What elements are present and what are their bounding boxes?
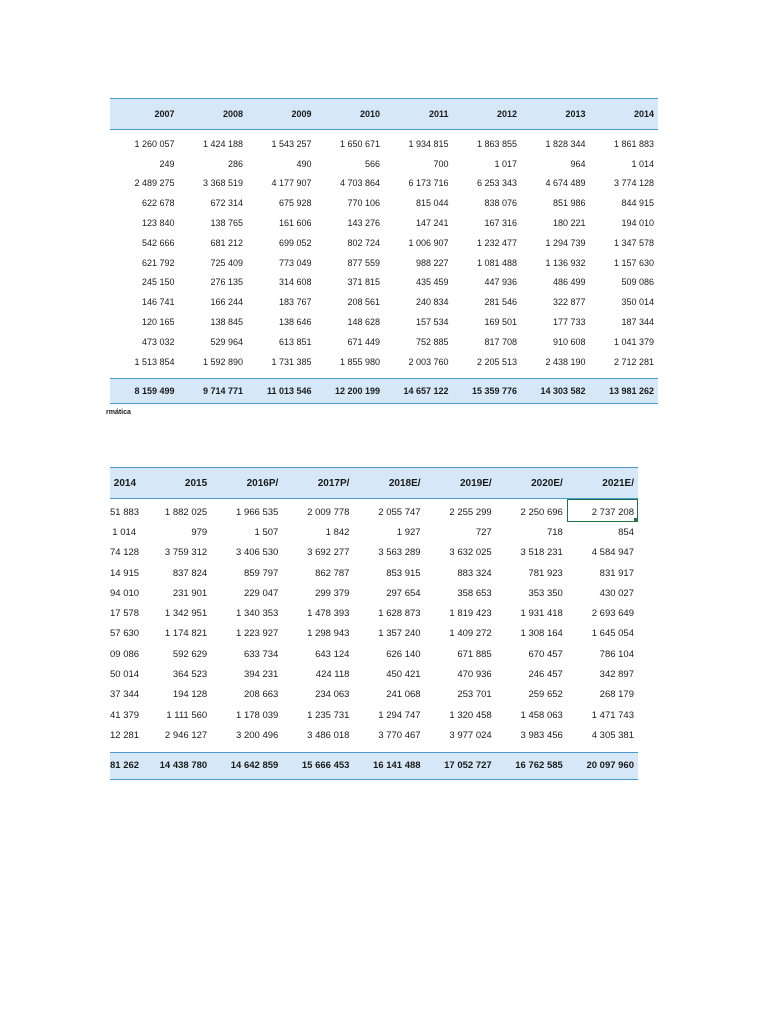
table-cell[interactable]: 883 324 bbox=[457, 567, 492, 579]
table-cell[interactable]: 877 559 bbox=[347, 257, 380, 268]
table-cell[interactable]: 143 276 bbox=[347, 218, 380, 229]
table-cell[interactable]: 486 499 bbox=[552, 277, 586, 288]
table-cell[interactable]: 622 678 bbox=[141, 198, 175, 209]
table-row bbox=[110, 624, 638, 644]
table-cell[interactable]: 157 534 bbox=[415, 317, 449, 328]
table-cell[interactable]: 1 320 458 bbox=[449, 709, 492, 721]
table-cell[interactable]: 286 bbox=[227, 158, 243, 169]
table-cell[interactable]: 4 305 381 bbox=[591, 729, 634, 741]
table-cell[interactable]: 123 840 bbox=[141, 218, 175, 229]
table-cell[interactable]: 1 006 907 bbox=[408, 237, 449, 248]
table-cell[interactable]: 727 bbox=[475, 526, 492, 538]
table-cell[interactable]: 700 bbox=[433, 158, 449, 169]
total-cell[interactable]: 14 303 582 bbox=[521, 378, 590, 403]
table-row bbox=[110, 332, 658, 352]
table-cell[interactable]: 718 bbox=[546, 526, 563, 538]
table-cell[interactable]: 910 608 bbox=[552, 336, 586, 347]
table-cell[interactable]: 424 118 bbox=[315, 669, 350, 681]
table-cell[interactable]: 353 350 bbox=[528, 587, 563, 599]
table-cell[interactable]: 1 478 393 bbox=[307, 608, 350, 620]
table-cell[interactable]: 187 344 bbox=[621, 317, 654, 328]
table-cell[interactable]: 2 489 275 bbox=[134, 178, 175, 189]
table-cell[interactable]: 314 608 bbox=[278, 277, 312, 288]
table-cell[interactable]: 12 281 bbox=[110, 729, 140, 741]
table-cell[interactable]: 633 734 bbox=[243, 648, 279, 660]
table-cell[interactable]: 1 294 747 bbox=[378, 709, 421, 721]
table-cell[interactable]: 259 652 bbox=[528, 689, 563, 701]
table-cell[interactable]: 1 081 488 bbox=[476, 257, 517, 268]
table-cell[interactable]: 1 294 739 bbox=[545, 237, 586, 248]
table-cell[interactable]: 1 157 630 bbox=[613, 257, 654, 268]
table-cell[interactable]: 74 128 bbox=[110, 547, 140, 559]
table-cell[interactable]: 3 518 231 bbox=[520, 547, 563, 559]
table-row bbox=[110, 352, 658, 378]
table-cell[interactable]: 1 298 943 bbox=[307, 628, 350, 640]
table-cell[interactable]: 1 592 890 bbox=[202, 356, 243, 367]
table-cell[interactable]: 169 501 bbox=[484, 317, 517, 328]
column-header[interactable]: 2020E/ bbox=[496, 468, 567, 499]
table-cell[interactable]: 473 032 bbox=[141, 336, 175, 347]
table-cell[interactable]: 299 379 bbox=[315, 587, 350, 599]
column-header[interactable]: 2009 bbox=[247, 99, 316, 130]
table-row bbox=[110, 213, 658, 233]
column-header[interactable]: 2012 bbox=[453, 99, 522, 130]
column-header[interactable]: 2011 bbox=[384, 99, 453, 130]
table-cell[interactable]: 241 068 bbox=[386, 689, 421, 701]
total-cell[interactable]: 81 262 bbox=[110, 752, 140, 779]
table-cell[interactable]: 1 471 743 bbox=[591, 709, 634, 721]
table-cell[interactable]: 1 819 423 bbox=[449, 608, 492, 620]
table-cell[interactable]: 2 693 649 bbox=[591, 608, 634, 620]
table-cell[interactable]: 138 646 bbox=[278, 317, 312, 328]
table-cell[interactable]: 161 606 bbox=[278, 218, 312, 229]
table-cell[interactable]: 322 877 bbox=[552, 297, 586, 308]
total-cell[interactable]: 15 359 776 bbox=[453, 378, 522, 403]
table-cell[interactable]: 3 632 025 bbox=[449, 547, 492, 559]
table-cell[interactable]: 2 055 747 bbox=[378, 506, 421, 518]
table-cell[interactable]: 671 885 bbox=[457, 648, 492, 660]
table-cell[interactable]: 364 523 bbox=[172, 669, 208, 681]
table-cell[interactable]: 51 883 bbox=[110, 506, 140, 518]
table-header-row bbox=[110, 99, 658, 130]
table-row bbox=[110, 193, 658, 213]
table-row bbox=[110, 253, 658, 273]
table-cell[interactable]: 1 543 257 bbox=[271, 138, 312, 149]
table-cell[interactable]: 3 563 289 bbox=[378, 547, 421, 559]
table-cell[interactable]: 838 076 bbox=[484, 198, 517, 209]
table-cell[interactable]: 450 421 bbox=[386, 669, 421, 681]
table-cell[interactable]: 853 915 bbox=[386, 567, 421, 579]
table-cell[interactable]: 2 009 778 bbox=[307, 506, 350, 518]
column-header[interactable]: 2021E/ bbox=[567, 468, 638, 499]
table-cell[interactable]: 1 409 272 bbox=[449, 628, 492, 640]
total-cell[interactable]: 12 200 199 bbox=[316, 378, 385, 403]
column-header[interactable]: 2015 bbox=[140, 468, 211, 499]
table-cell[interactable]: 3 983 456 bbox=[520, 729, 563, 741]
table-cell[interactable]: 120 165 bbox=[141, 317, 175, 328]
table-cell[interactable]: 786 104 bbox=[599, 648, 634, 660]
table-cell[interactable]: 802 724 bbox=[347, 237, 380, 248]
table-cell[interactable]: 1 424 188 bbox=[202, 138, 243, 149]
table-cell[interactable]: 1 861 883 bbox=[613, 138, 654, 149]
table-cell[interactable]: 342 897 bbox=[599, 669, 634, 681]
table-cell[interactable]: 138 765 bbox=[210, 218, 243, 229]
table-cell[interactable]: 6 253 343 bbox=[476, 178, 517, 189]
table-cell[interactable]: 817 708 bbox=[484, 336, 517, 347]
table-cell[interactable]: 394 231 bbox=[243, 669, 279, 681]
table-cell[interactable]: 2 946 127 bbox=[164, 729, 208, 741]
data-table-2007-2014 bbox=[110, 98, 658, 404]
column-header[interactable]: 2014 bbox=[110, 468, 140, 499]
table-cell[interactable]: 1 136 932 bbox=[545, 257, 586, 268]
table-row bbox=[110, 233, 658, 253]
table-cell[interactable]: 1 308 164 bbox=[520, 628, 563, 640]
table-cell[interactable]: 2 255 299 bbox=[449, 506, 492, 518]
table-cell[interactable]: 2 712 281 bbox=[613, 356, 654, 367]
table-cell[interactable]: 613 851 bbox=[278, 336, 312, 347]
table-row bbox=[110, 725, 638, 752]
table-cell[interactable]: 1 340 353 bbox=[236, 608, 279, 620]
table-cell[interactable]: 194 010 bbox=[621, 218, 654, 229]
table-cell[interactable]: 699 052 bbox=[278, 237, 312, 248]
table-cell[interactable]: 1 223 927 bbox=[236, 628, 279, 640]
table-cell[interactable]: 1 178 039 bbox=[236, 709, 279, 721]
table-row bbox=[110, 174, 658, 194]
table-cell[interactable]: 3 486 018 bbox=[307, 729, 350, 741]
selected-cell[interactable]: 2 737 208 bbox=[567, 499, 638, 523]
table-cell[interactable]: 1 111 560 bbox=[166, 709, 208, 721]
total-cell[interactable]: 9 714 771 bbox=[179, 378, 248, 403]
column-header[interactable]: 2008 bbox=[179, 99, 248, 130]
table-cell[interactable]: 6 173 716 bbox=[408, 178, 449, 189]
table-cell[interactable]: 166 244 bbox=[210, 297, 243, 308]
table-cell[interactable]: 773 049 bbox=[278, 257, 312, 268]
table-cell[interactable]: 979 bbox=[191, 526, 208, 538]
table-cell[interactable]: 208 561 bbox=[347, 297, 380, 308]
table-row bbox=[110, 130, 658, 154]
table-cell[interactable]: 1 232 477 bbox=[476, 237, 517, 248]
table-cell[interactable]: 859 797 bbox=[243, 567, 279, 579]
table-cell[interactable]: 4 177 907 bbox=[271, 178, 312, 189]
table-row bbox=[110, 273, 658, 293]
table-cell[interactable]: 844 915 bbox=[621, 198, 654, 209]
table-cell[interactable]: 1 731 385 bbox=[271, 356, 312, 367]
table-cell[interactable]: 4 674 489 bbox=[545, 178, 586, 189]
total-cell[interactable]: 13 981 262 bbox=[590, 378, 659, 403]
table-cell[interactable]: 1 260 057 bbox=[134, 138, 175, 149]
table-row bbox=[110, 154, 658, 174]
table-cell[interactable]: 1 357 240 bbox=[378, 628, 421, 640]
table-cell[interactable]: 183 767 bbox=[278, 297, 312, 308]
total-cell[interactable]: 14 642 859 bbox=[211, 752, 282, 779]
table-cell[interactable]: 147 241 bbox=[415, 218, 449, 229]
table-cell[interactable]: 1 017 bbox=[494, 158, 517, 169]
table-cell[interactable]: 1 014 bbox=[631, 158, 654, 169]
table-cell[interactable]: 1 828 344 bbox=[545, 138, 586, 149]
table-total-row bbox=[110, 378, 658, 403]
table-cell[interactable]: 240 834 bbox=[415, 297, 449, 308]
table-cell[interactable]: 194 128 bbox=[172, 689, 208, 701]
table-cell[interactable]: 245 150 bbox=[141, 277, 175, 288]
table-cell[interactable]: 725 409 bbox=[210, 257, 243, 268]
table-cell[interactable]: 371 815 bbox=[347, 277, 380, 288]
table-cell[interactable]: 1 931 418 bbox=[520, 608, 563, 620]
table-cell[interactable]: 3 692 277 bbox=[307, 547, 350, 559]
table-cell[interactable]: 246 457 bbox=[528, 669, 563, 681]
table-cell[interactable]: 1 966 535 bbox=[236, 506, 279, 518]
table-cell[interactable]: 862 787 bbox=[315, 567, 350, 579]
table-cell[interactable]: 815 044 bbox=[415, 198, 449, 209]
table-row bbox=[110, 522, 638, 542]
table-cell[interactable]: 297 654 bbox=[386, 587, 421, 599]
table-cell[interactable]: 1 927 bbox=[396, 526, 421, 538]
table-cell[interactable]: 671 449 bbox=[347, 336, 380, 347]
table-cell[interactable]: 592 629 bbox=[172, 648, 208, 660]
table-cell[interactable]: 3 977 024 bbox=[449, 729, 492, 741]
table-cell[interactable]: 1 934 815 bbox=[408, 138, 449, 149]
table-row bbox=[110, 312, 658, 332]
table-cell[interactable]: 2 205 513 bbox=[476, 356, 517, 367]
table-cell[interactable]: 1 842 bbox=[325, 526, 350, 538]
table-cell[interactable]: 146 741 bbox=[141, 297, 175, 308]
column-header[interactable]: 2013 bbox=[521, 99, 590, 130]
table-cell[interactable]: 358 653 bbox=[457, 587, 492, 599]
table-cell[interactable]: 17 578 bbox=[110, 608, 140, 620]
table-cell[interactable]: 1 235 731 bbox=[307, 709, 350, 721]
table-cell[interactable]: 643 124 bbox=[315, 648, 350, 660]
table-total-row bbox=[110, 752, 638, 779]
total-cell[interactable]: 16 141 488 bbox=[353, 752, 424, 779]
table-cell[interactable]: 670 457 bbox=[528, 648, 563, 660]
table-cell[interactable]: 281 546 bbox=[484, 297, 517, 308]
table-cell[interactable]: 770 106 bbox=[347, 198, 380, 209]
table-cell[interactable]: 752 885 bbox=[415, 336, 449, 347]
total-cell[interactable]: 14 438 780 bbox=[140, 752, 211, 779]
total-cell[interactable]: 11 013 546 bbox=[247, 378, 316, 403]
table-cell[interactable]: 681 212 bbox=[210, 237, 243, 248]
table-row bbox=[110, 499, 638, 523]
table-cell[interactable]: 208 663 bbox=[243, 689, 279, 701]
table-cell[interactable]: 831 917 bbox=[599, 567, 634, 579]
table-cell[interactable]: 3 406 530 bbox=[236, 547, 279, 559]
table-cell[interactable]: 1 650 671 bbox=[339, 138, 380, 149]
source-note: rmática bbox=[106, 409, 131, 416]
total-cell[interactable]: 17 052 727 bbox=[425, 752, 496, 779]
table-cell[interactable]: 2 003 760 bbox=[408, 356, 449, 367]
table-cell[interactable]: 1 855 980 bbox=[339, 356, 380, 367]
table-row bbox=[110, 583, 638, 603]
table-header-row bbox=[110, 468, 638, 499]
table-cell[interactable]: 964 bbox=[570, 158, 586, 169]
column-header[interactable]: 2007 bbox=[110, 99, 179, 130]
table-row bbox=[110, 603, 638, 623]
table-cell[interactable]: 435 459 bbox=[415, 277, 449, 288]
table-cell[interactable]: 37 344 bbox=[110, 689, 140, 701]
table-cell[interactable]: 509 086 bbox=[621, 277, 654, 288]
table-row bbox=[110, 705, 638, 725]
table-cell[interactable]: 3 759 312 bbox=[164, 547, 208, 559]
table-cell[interactable]: 1 347 578 bbox=[613, 237, 654, 248]
table-cell[interactable]: 3 770 467 bbox=[378, 729, 421, 741]
column-header[interactable]: 2017P/ bbox=[282, 468, 353, 499]
table-cell[interactable]: 621 792 bbox=[141, 257, 175, 268]
table-cell[interactable]: 41 379 bbox=[110, 709, 140, 721]
column-header[interactable]: 2016P/ bbox=[211, 468, 282, 499]
total-cell[interactable]: 14 657 122 bbox=[384, 378, 453, 403]
table-cell[interactable]: 2 438 190 bbox=[545, 356, 586, 367]
total-cell[interactable]: 15 666 453 bbox=[282, 752, 353, 779]
table-cell[interactable]: 529 964 bbox=[210, 336, 243, 347]
table-cell[interactable]: 1 882 025 bbox=[164, 506, 208, 518]
table-cell[interactable]: 268 179 bbox=[599, 689, 634, 701]
table-cell[interactable]: 4 703 864 bbox=[339, 178, 380, 189]
table-cell[interactable]: 1 342 951 bbox=[164, 608, 208, 620]
table-cell[interactable]: 09 086 bbox=[110, 648, 140, 660]
table-cell[interactable]: 781 923 bbox=[528, 567, 563, 579]
table-row bbox=[110, 543, 638, 563]
table-cell[interactable]: 626 140 bbox=[386, 648, 421, 660]
table-cell[interactable]: 14 915 bbox=[110, 567, 140, 579]
table-cell[interactable]: 988 227 bbox=[415, 257, 449, 268]
table-cell[interactable]: 1 174 821 bbox=[164, 628, 208, 640]
table-cell[interactable]: 566 bbox=[364, 158, 380, 169]
table-cell[interactable]: 1 628 873 bbox=[378, 608, 421, 620]
table-cell[interactable]: 1 458 063 bbox=[520, 709, 563, 721]
table-cell[interactable]: 94 010 bbox=[110, 587, 140, 599]
table-cell[interactable]: 1 041 379 bbox=[613, 336, 654, 347]
table-cell[interactable]: 1 014 bbox=[112, 526, 137, 538]
table-cell[interactable]: 672 314 bbox=[210, 198, 243, 209]
total-cell[interactable]: 8 159 499 bbox=[110, 378, 179, 403]
table-cell[interactable]: 542 666 bbox=[141, 237, 175, 248]
table-cell[interactable]: 148 628 bbox=[347, 317, 380, 328]
column-header[interactable]: 2014 bbox=[590, 99, 659, 130]
table-row bbox=[110, 563, 638, 583]
table-cell[interactable]: 231 901 bbox=[172, 587, 208, 599]
table-cell[interactable]: 1 507 bbox=[254, 526, 279, 538]
table-cell[interactable]: 50 014 bbox=[110, 669, 140, 681]
table-cell[interactable]: 276 135 bbox=[210, 277, 243, 288]
table-cell[interactable]: 234 063 bbox=[315, 689, 350, 701]
column-header[interactable]: 2010 bbox=[316, 99, 385, 130]
table-cell[interactable]: 430 027 bbox=[599, 587, 634, 599]
table-row bbox=[110, 292, 658, 312]
table-cell[interactable]: 1 513 854 bbox=[134, 356, 175, 367]
table-cell[interactable]: 167 316 bbox=[484, 218, 517, 229]
table-cell[interactable]: 180 221 bbox=[552, 218, 586, 229]
table-cell[interactable]: 253 701 bbox=[457, 689, 492, 701]
table-cell[interactable]: 1 863 855 bbox=[476, 138, 517, 149]
table-cell[interactable]: 229 047 bbox=[243, 587, 279, 599]
table-cell[interactable]: 3 368 519 bbox=[202, 178, 243, 189]
table-cell[interactable]: 854 bbox=[618, 526, 634, 538]
table-cell[interactable]: 249 bbox=[159, 158, 175, 169]
table-row bbox=[110, 664, 638, 684]
table-cell[interactable]: 3 200 496 bbox=[236, 729, 279, 741]
column-header[interactable]: 2019E/ bbox=[425, 468, 496, 499]
table-cell[interactable]: 350 014 bbox=[621, 297, 654, 308]
table-cell[interactable]: 177 733 bbox=[552, 317, 586, 328]
table-cell[interactable]: 675 928 bbox=[278, 198, 312, 209]
data-table-2014-2021 bbox=[110, 467, 638, 780]
table-cell[interactable]: 470 936 bbox=[457, 669, 492, 681]
table-cell[interactable]: 2 250 696 bbox=[520, 506, 563, 518]
table-cell[interactable]: 4 584 947 bbox=[591, 547, 634, 559]
total-cell[interactable]: 20 097 960 bbox=[567, 752, 638, 779]
table-cell[interactable]: 57 630 bbox=[110, 628, 140, 640]
total-cell[interactable]: 16 762 585 bbox=[496, 752, 567, 779]
table-cell[interactable]: 1 645 054 bbox=[591, 628, 634, 640]
table-row bbox=[110, 685, 638, 705]
table-row bbox=[110, 644, 638, 664]
table-cell[interactable]: 3 774 128 bbox=[613, 178, 654, 189]
column-header[interactable]: 2018E/ bbox=[353, 468, 424, 499]
table-cell[interactable]: 447 936 bbox=[484, 277, 517, 288]
table-cell[interactable]: 851 986 bbox=[552, 198, 586, 209]
table-cell[interactable]: 490 bbox=[296, 158, 312, 169]
table-cell[interactable]: 138 845 bbox=[210, 317, 243, 328]
table-cell[interactable]: 837 824 bbox=[172, 567, 208, 579]
